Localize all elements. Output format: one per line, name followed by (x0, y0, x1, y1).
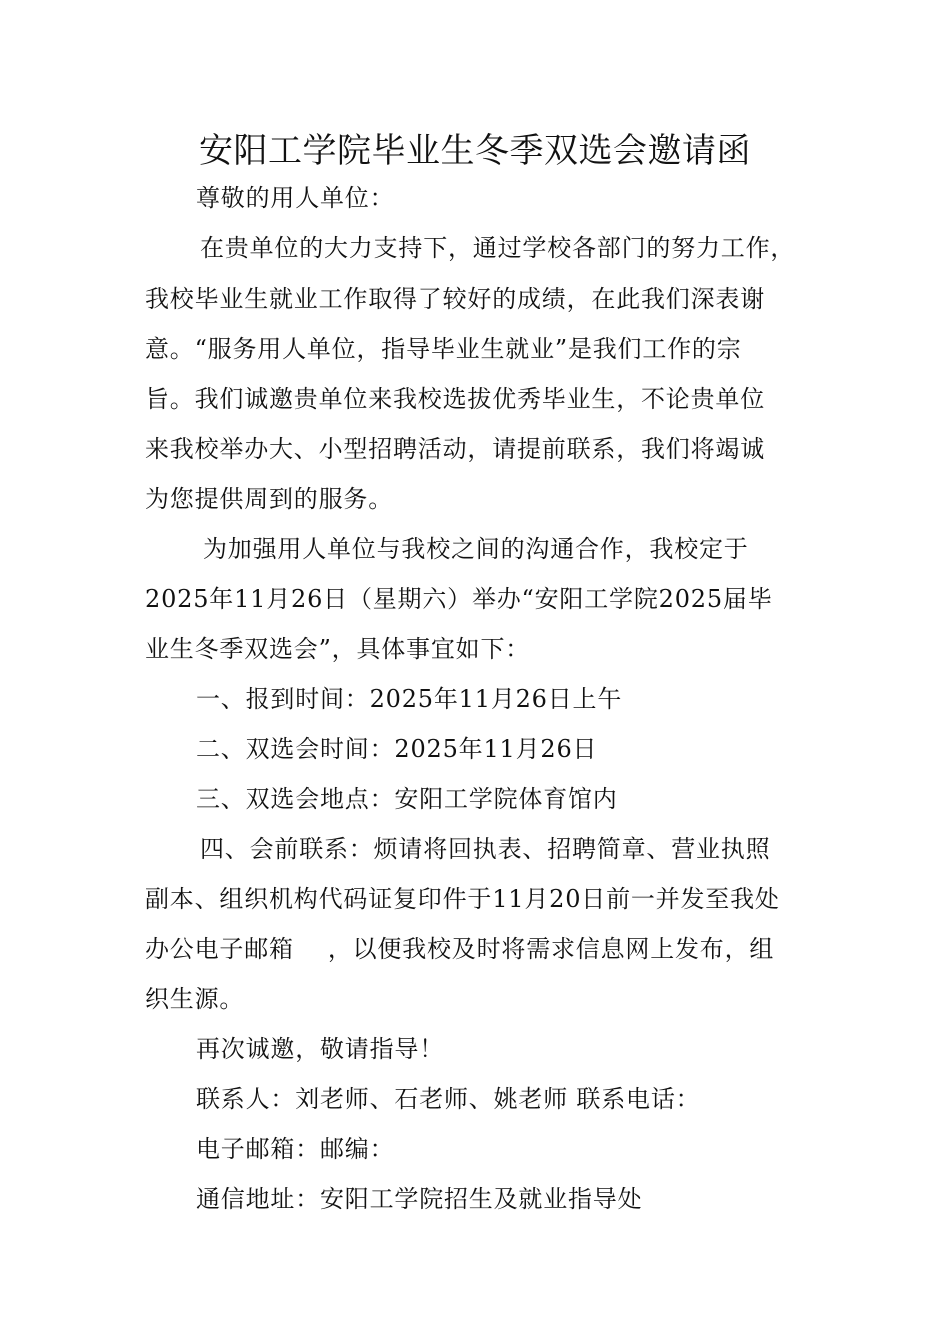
document-title: 安阳工学院毕业生冬季双选会邀请函 (199, 131, 751, 171)
salutation: 尊敬的用人单位： (196, 184, 395, 212)
item-fair-location: 三、双选会地点：安阳工学院体育馆内 (196, 785, 618, 813)
email-postcode-line: 电子邮箱：邮编： (196, 1135, 395, 1163)
item-contact-line-1: 四、会前联系：烦请将回执表、招聘简章、营业执照 (200, 835, 771, 863)
office-email-label: 办公电子邮箱 (145, 935, 294, 963)
paragraph-1-line-6: 为您提供周到的服务。 (145, 485, 393, 513)
paragraph-1-line-5: 来我校举办大、小型招聘活动，请提前联系，我们将竭诚 (145, 435, 765, 463)
paragraph-1-line-4: 旨。我们诚邀贵单位来我校选拔优秀毕业生，不论贵单位 (145, 385, 765, 413)
paragraph-1-line-1: 在贵单位的大力支持下，通过学校各部门的努力工作， (200, 234, 796, 262)
closing-line: 再次诚邀，敬请指导！ (196, 1035, 444, 1063)
paragraph-2-line-2: 2025年11月26日（星期六）举办“安阳工学院2025届毕 (145, 585, 773, 613)
paragraph-1-line-3: 意。“服务用人单位，指导毕业生就业”是我们工作的宗 (145, 335, 742, 363)
paragraph-1-line-2: 我校毕业生就业工作取得了较好的成绩，在此我们深表谢 (145, 285, 765, 313)
contact-person-line: 联系人：刘老师、石老师、姚老师 联系电话： (196, 1085, 701, 1113)
paragraph-2-line-3: 业生冬季双选会”，具体事宜如下： (145, 635, 531, 663)
item-fair-time: 二、双选会时间：2025年11月26日 (196, 735, 598, 763)
item-contact-line-4: 织生源。 (145, 985, 245, 1013)
item-contact-line-3 (145, 934, 774, 964)
item-contact-line-2: 副本、组织机构代码证复印件于11月20日前一并发至我处 (145, 885, 780, 913)
address-line: 通信地址：安阳工学院招生及就业指导处 (196, 1185, 643, 1213)
item-registration-time: 一、报到时间：2025年11月26日上午 (196, 685, 623, 713)
item-contact-line-3-rest: ，以便我校及时将需求信息网上发布，组 (327, 935, 775, 963)
paragraph-2-line-1: 为加强用人单位与我校之间的沟通合作，我校定于 (203, 535, 749, 563)
